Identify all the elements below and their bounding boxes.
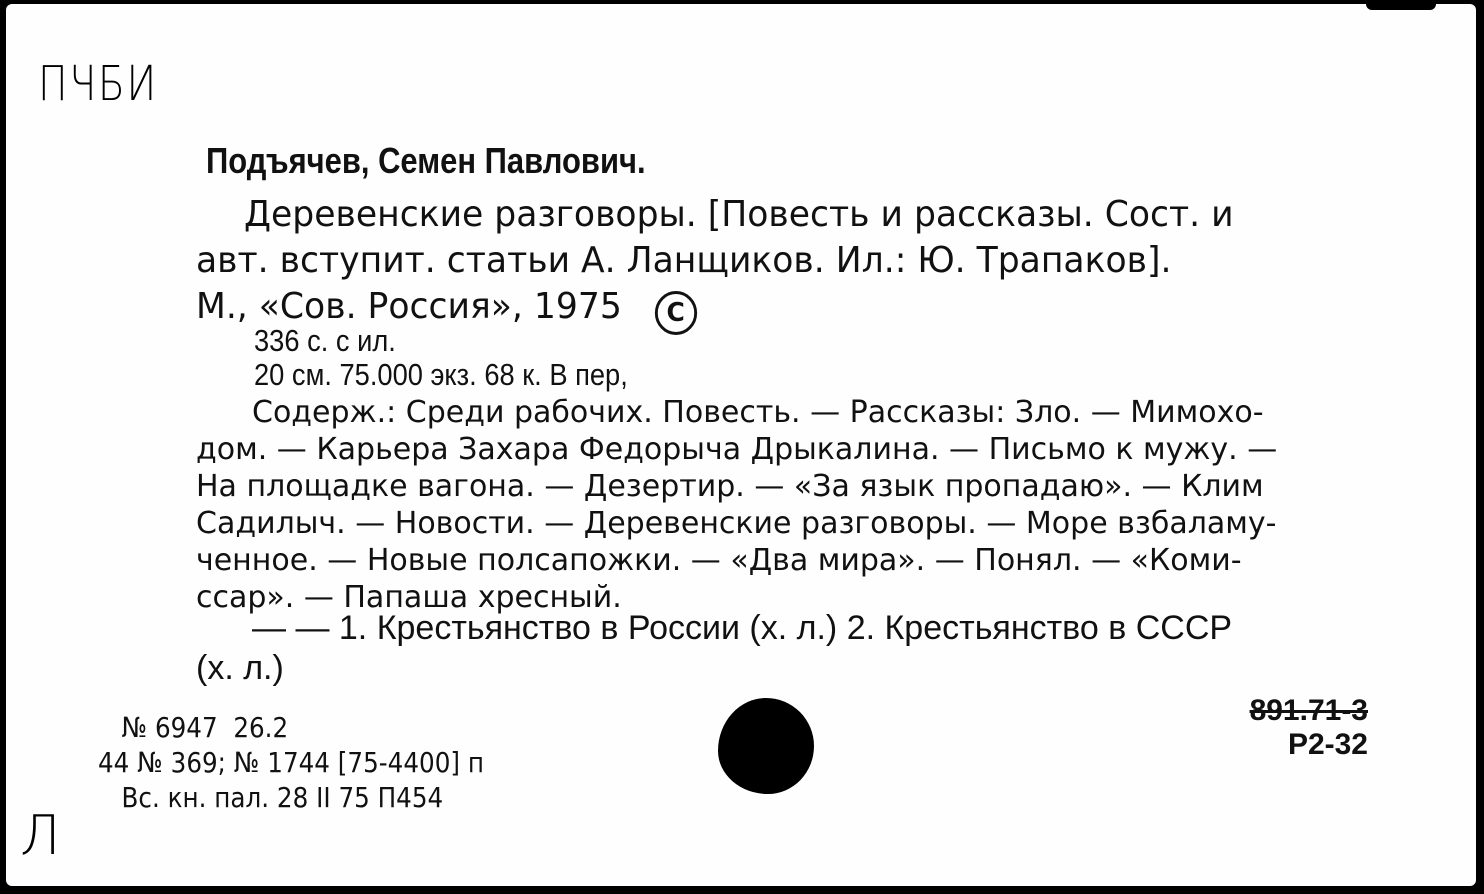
- copyright-icon: C: [654, 291, 696, 335]
- contents-line: На площадке вагона. — Дезертир. — «За язык пропадаю». — Клим: [196, 469, 1264, 504]
- punch-hole: [718, 698, 814, 794]
- catalog-card: [6, 4, 1476, 886]
- footer-line: 44 № 369; № 1744 [75-4400] п: [98, 746, 484, 779]
- subject-line: (х. л.): [196, 649, 284, 687]
- title-line: Деревенские разговоры. [Повесть и рассказы. Сост. и: [244, 194, 1234, 235]
- contents-line: ссар». — Папаша хресный.: [196, 580, 622, 615]
- handwritten-mark: Л: [20, 804, 61, 867]
- subject-line: — — 1. Крестьянство в России (х. л.) 2. Крестьянство в СССР: [252, 609, 1233, 647]
- author-heading: Подъячев, Семен Павлович.: [206, 140, 646, 181]
- contents-line: Садилыч. — Новости. — Деревенские разговоры. — Море взбаламу-: [196, 506, 1277, 541]
- format-line: 20 см. 75.000 экз. 68 к. В пер,: [254, 357, 628, 392]
- footer-line: № 6947 26.2: [98, 711, 289, 744]
- contents-line: дом. — Карьера Захара Федорыча Дрыкалина. — Письмо к мужу. —: [196, 432, 1278, 467]
- title-line: авт. вступит. статьи А. Ланщиков. Ил.: Ю. Трапаков].: [196, 240, 1172, 281]
- contents-line: ченное. — Новые полсапожки. — «Два мира». — Понял. — «Коми-: [196, 543, 1242, 578]
- imprint-text: М., «Сов. Россия», 1975: [196, 286, 622, 327]
- title-description: [196, 192, 1338, 335]
- handwritten-code: ПЧБИ: [38, 56, 158, 112]
- contents-note: [196, 394, 1376, 616]
- card-notch: [1366, 4, 1436, 10]
- classification-codes: [1250, 694, 1368, 762]
- physical-description: [254, 324, 1301, 392]
- contents-line: Содерж.: Среди рабочих. Повесть. — Рассказы: Зло. — Мимохо-: [252, 395, 1264, 430]
- footer-line: Вс. кн. пал. 28 II 75 П454: [98, 781, 444, 814]
- pagination-line: 336 с. с ил.: [254, 323, 396, 358]
- subject-headings: [196, 608, 1376, 688]
- card-footer: [98, 710, 484, 815]
- bbk-code: Р2-32: [1287, 728, 1368, 761]
- udc-code: 891.71-3: [1249, 694, 1368, 727]
